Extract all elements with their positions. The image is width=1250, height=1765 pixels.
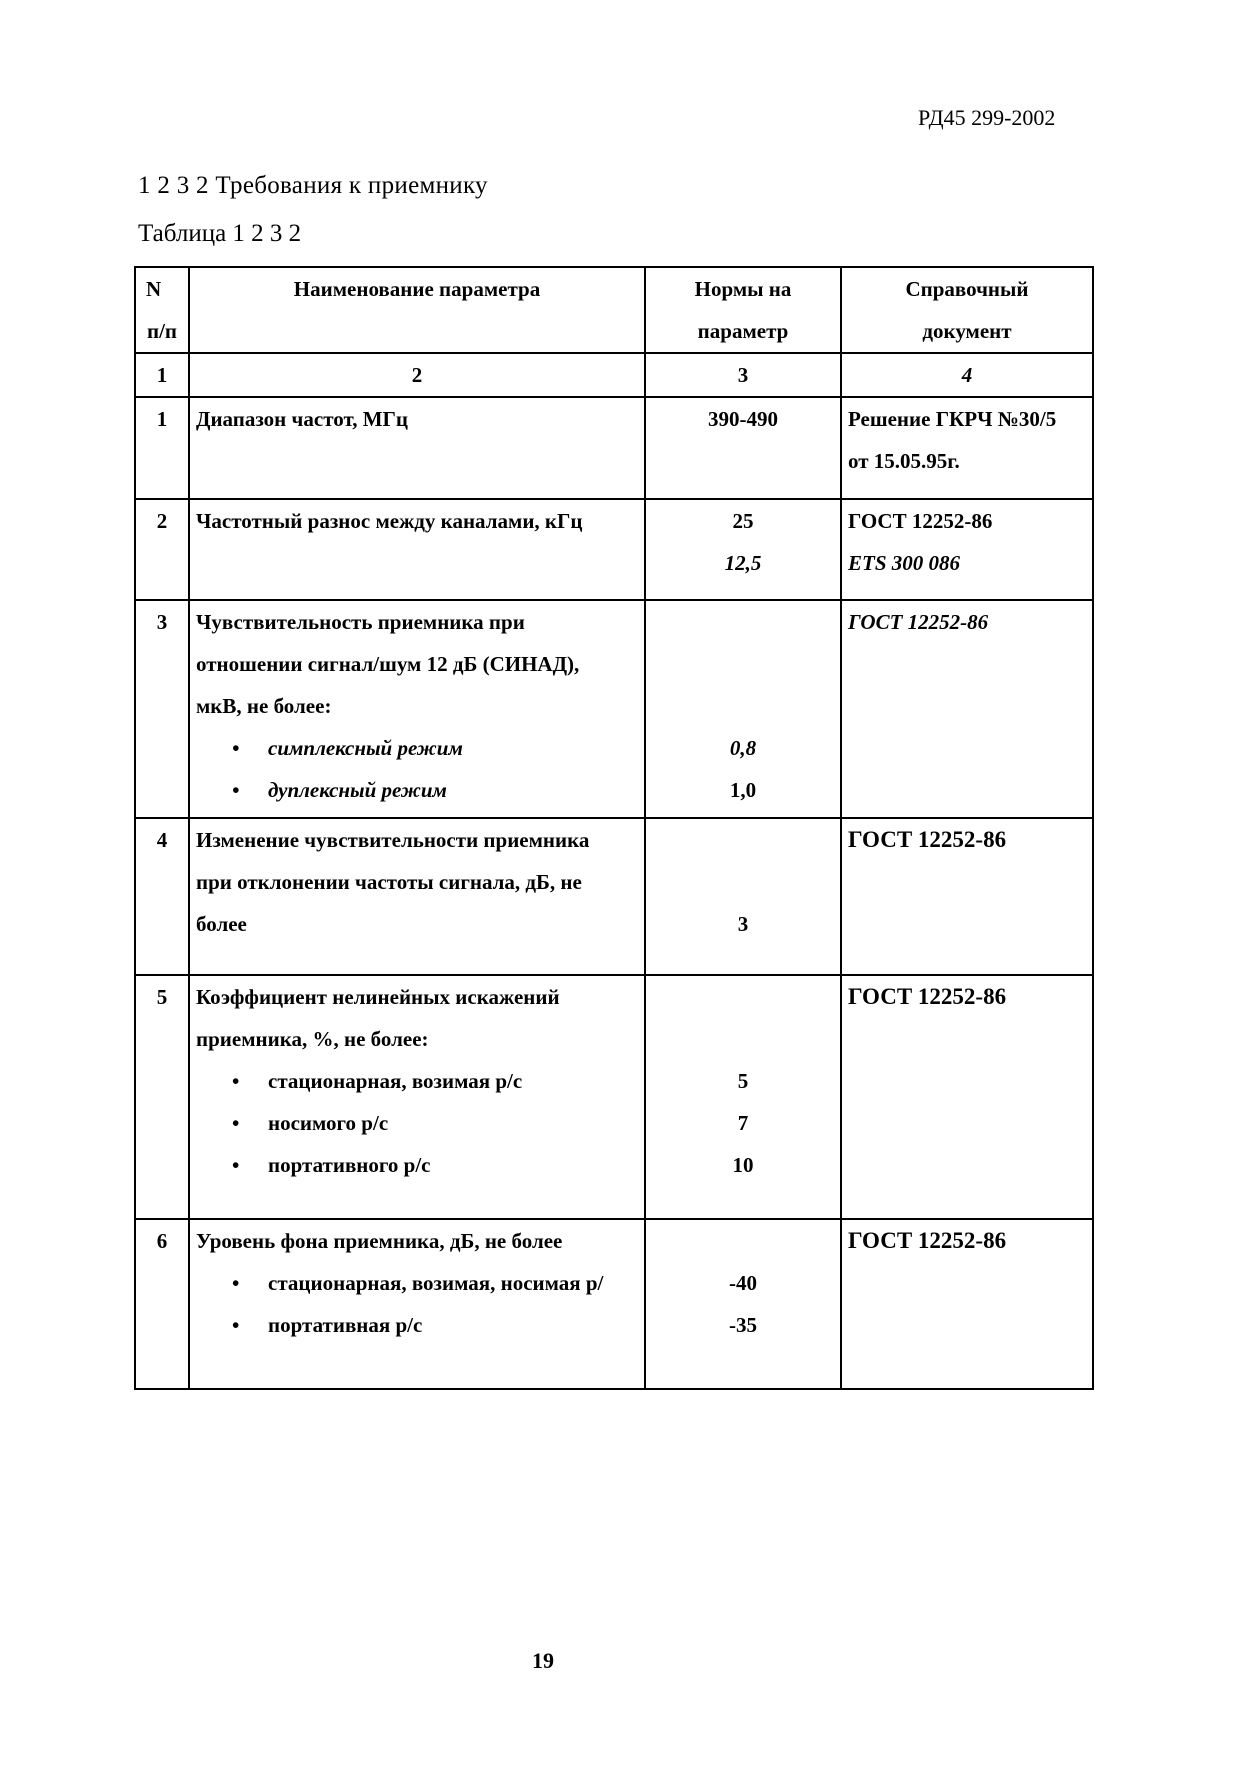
row-num: 5	[135, 975, 189, 1219]
header-norm-line1: Нормы на	[694, 277, 792, 301]
param-norm	[645, 397, 841, 499]
norm-value: 3	[737, 912, 749, 936]
page-number: 19	[532, 1648, 554, 1673]
header-norm	[645, 267, 841, 353]
header-num-line2: п/п	[146, 319, 178, 343]
norm-value: 12,5	[724, 551, 762, 575]
col-index-2: 2	[189, 353, 645, 397]
param-name-line: при отклонении частоты сигнала, дБ, не	[196, 870, 582, 894]
param-name	[189, 818, 645, 975]
norm-value: 5	[737, 1069, 749, 1093]
header-num	[135, 267, 189, 353]
param-ref	[841, 818, 1093, 975]
header-norm-line2: параметр	[697, 319, 789, 343]
param-name-line: Частотный разнос между каналами, кГц	[196, 509, 583, 533]
param-name-line: более	[196, 912, 247, 936]
ref-line: ETS 300 086	[848, 551, 961, 575]
norm-value: 0,8	[729, 736, 757, 760]
param-ref	[841, 1219, 1093, 1389]
bullet-item: • стационарная, возимая, носимая р/	[196, 1262, 638, 1304]
norm-value: -40	[729, 1271, 757, 1295]
table-header-row	[135, 267, 1093, 353]
norm-value: 25	[732, 509, 754, 533]
col-index-1: 1	[135, 353, 189, 397]
row-num: 1	[135, 397, 189, 499]
param-norm	[645, 818, 841, 975]
param-name	[189, 499, 645, 600]
bullet-item: • носимого р/с	[196, 1102, 638, 1144]
param-name	[189, 600, 645, 818]
param-norm	[645, 600, 841, 818]
param-name-line: приемника, %, не более:	[196, 1027, 429, 1051]
param-ref	[841, 975, 1093, 1219]
table-caption: Таблица 1 2 3 2	[138, 220, 302, 247]
param-name	[189, 975, 645, 1219]
param-name-line: Коэффициент нелинейных искажений	[196, 985, 560, 1009]
param-name	[189, 397, 645, 499]
ref-line: Решение ГКРЧ №30/5	[848, 407, 1057, 431]
header-ref-line1: Справочный	[905, 277, 1029, 301]
param-name-line: Уровень фона приемника, дБ, не более	[196, 1229, 563, 1253]
ref-line: ГОСТ 12252-86	[848, 509, 993, 533]
header-num-line1: N	[146, 277, 162, 301]
column-index-row	[135, 353, 1093, 397]
ref-line: ГОСТ 12252-86	[848, 1228, 1007, 1253]
bullet-item: • портативного р/с	[196, 1144, 638, 1186]
table-row	[135, 1219, 1093, 1389]
norm-value: 10	[732, 1153, 754, 1177]
row-num: 3	[135, 600, 189, 818]
ref-line: ГОСТ 12252-86	[848, 610, 989, 634]
row-num: 2	[135, 499, 189, 600]
ref-line: ГОСТ 12252-86	[848, 984, 1007, 1009]
param-ref	[841, 397, 1093, 499]
col-index-4: 4	[841, 353, 1093, 397]
param-name-line: Чувствительность приемника при	[196, 610, 525, 634]
param-norm	[645, 499, 841, 600]
param-name-line: мкВ, не более:	[196, 694, 332, 718]
bullet-item: • стационарная, возимая р/с	[196, 1060, 638, 1102]
bullet-item: • дуплексный режим	[196, 769, 638, 811]
header-ref-line2: документ	[922, 319, 1012, 343]
norm-value: 390-490	[708, 407, 778, 431]
param-ref	[841, 499, 1093, 600]
param-norm	[645, 975, 841, 1219]
document-code: РД45 299-2002	[918, 105, 1056, 130]
norm-value: 7	[737, 1111, 749, 1135]
ref-line: от 15.05.95г.	[848, 449, 960, 473]
param-name	[189, 1219, 645, 1389]
section-title: 1 2 3 2 Требования к приемнику	[138, 172, 488, 199]
table-row	[135, 975, 1093, 1219]
param-name-line: Изменение чувствительности приемника	[196, 828, 590, 852]
table-row	[135, 600, 1093, 818]
header-ref	[841, 267, 1093, 353]
param-ref	[841, 600, 1093, 818]
row-num: 6	[135, 1219, 189, 1389]
receiver-requirements-table	[134, 266, 1094, 1390]
table-row	[135, 499, 1093, 600]
param-name-line: отношении сигнал/шум 12 дБ (СИНАД),	[196, 652, 580, 676]
bullet-item: • симплексный режим	[196, 727, 638, 769]
table-row	[135, 818, 1093, 975]
bullet-item: • портативная р/с	[196, 1304, 638, 1346]
param-name-line: Диапазон частот, МГц	[196, 407, 408, 431]
norm-value: 1,0	[729, 778, 757, 802]
param-norm	[645, 1219, 841, 1389]
row-num: 4	[135, 818, 189, 975]
header-name-text: Наименование параметра	[293, 277, 541, 301]
col-index-3: 3	[645, 353, 841, 397]
ref-line: ГОСТ 12252-86	[848, 827, 1007, 852]
table-row	[135, 397, 1093, 499]
norm-value: -35	[729, 1313, 757, 1337]
header-name	[189, 267, 645, 353]
